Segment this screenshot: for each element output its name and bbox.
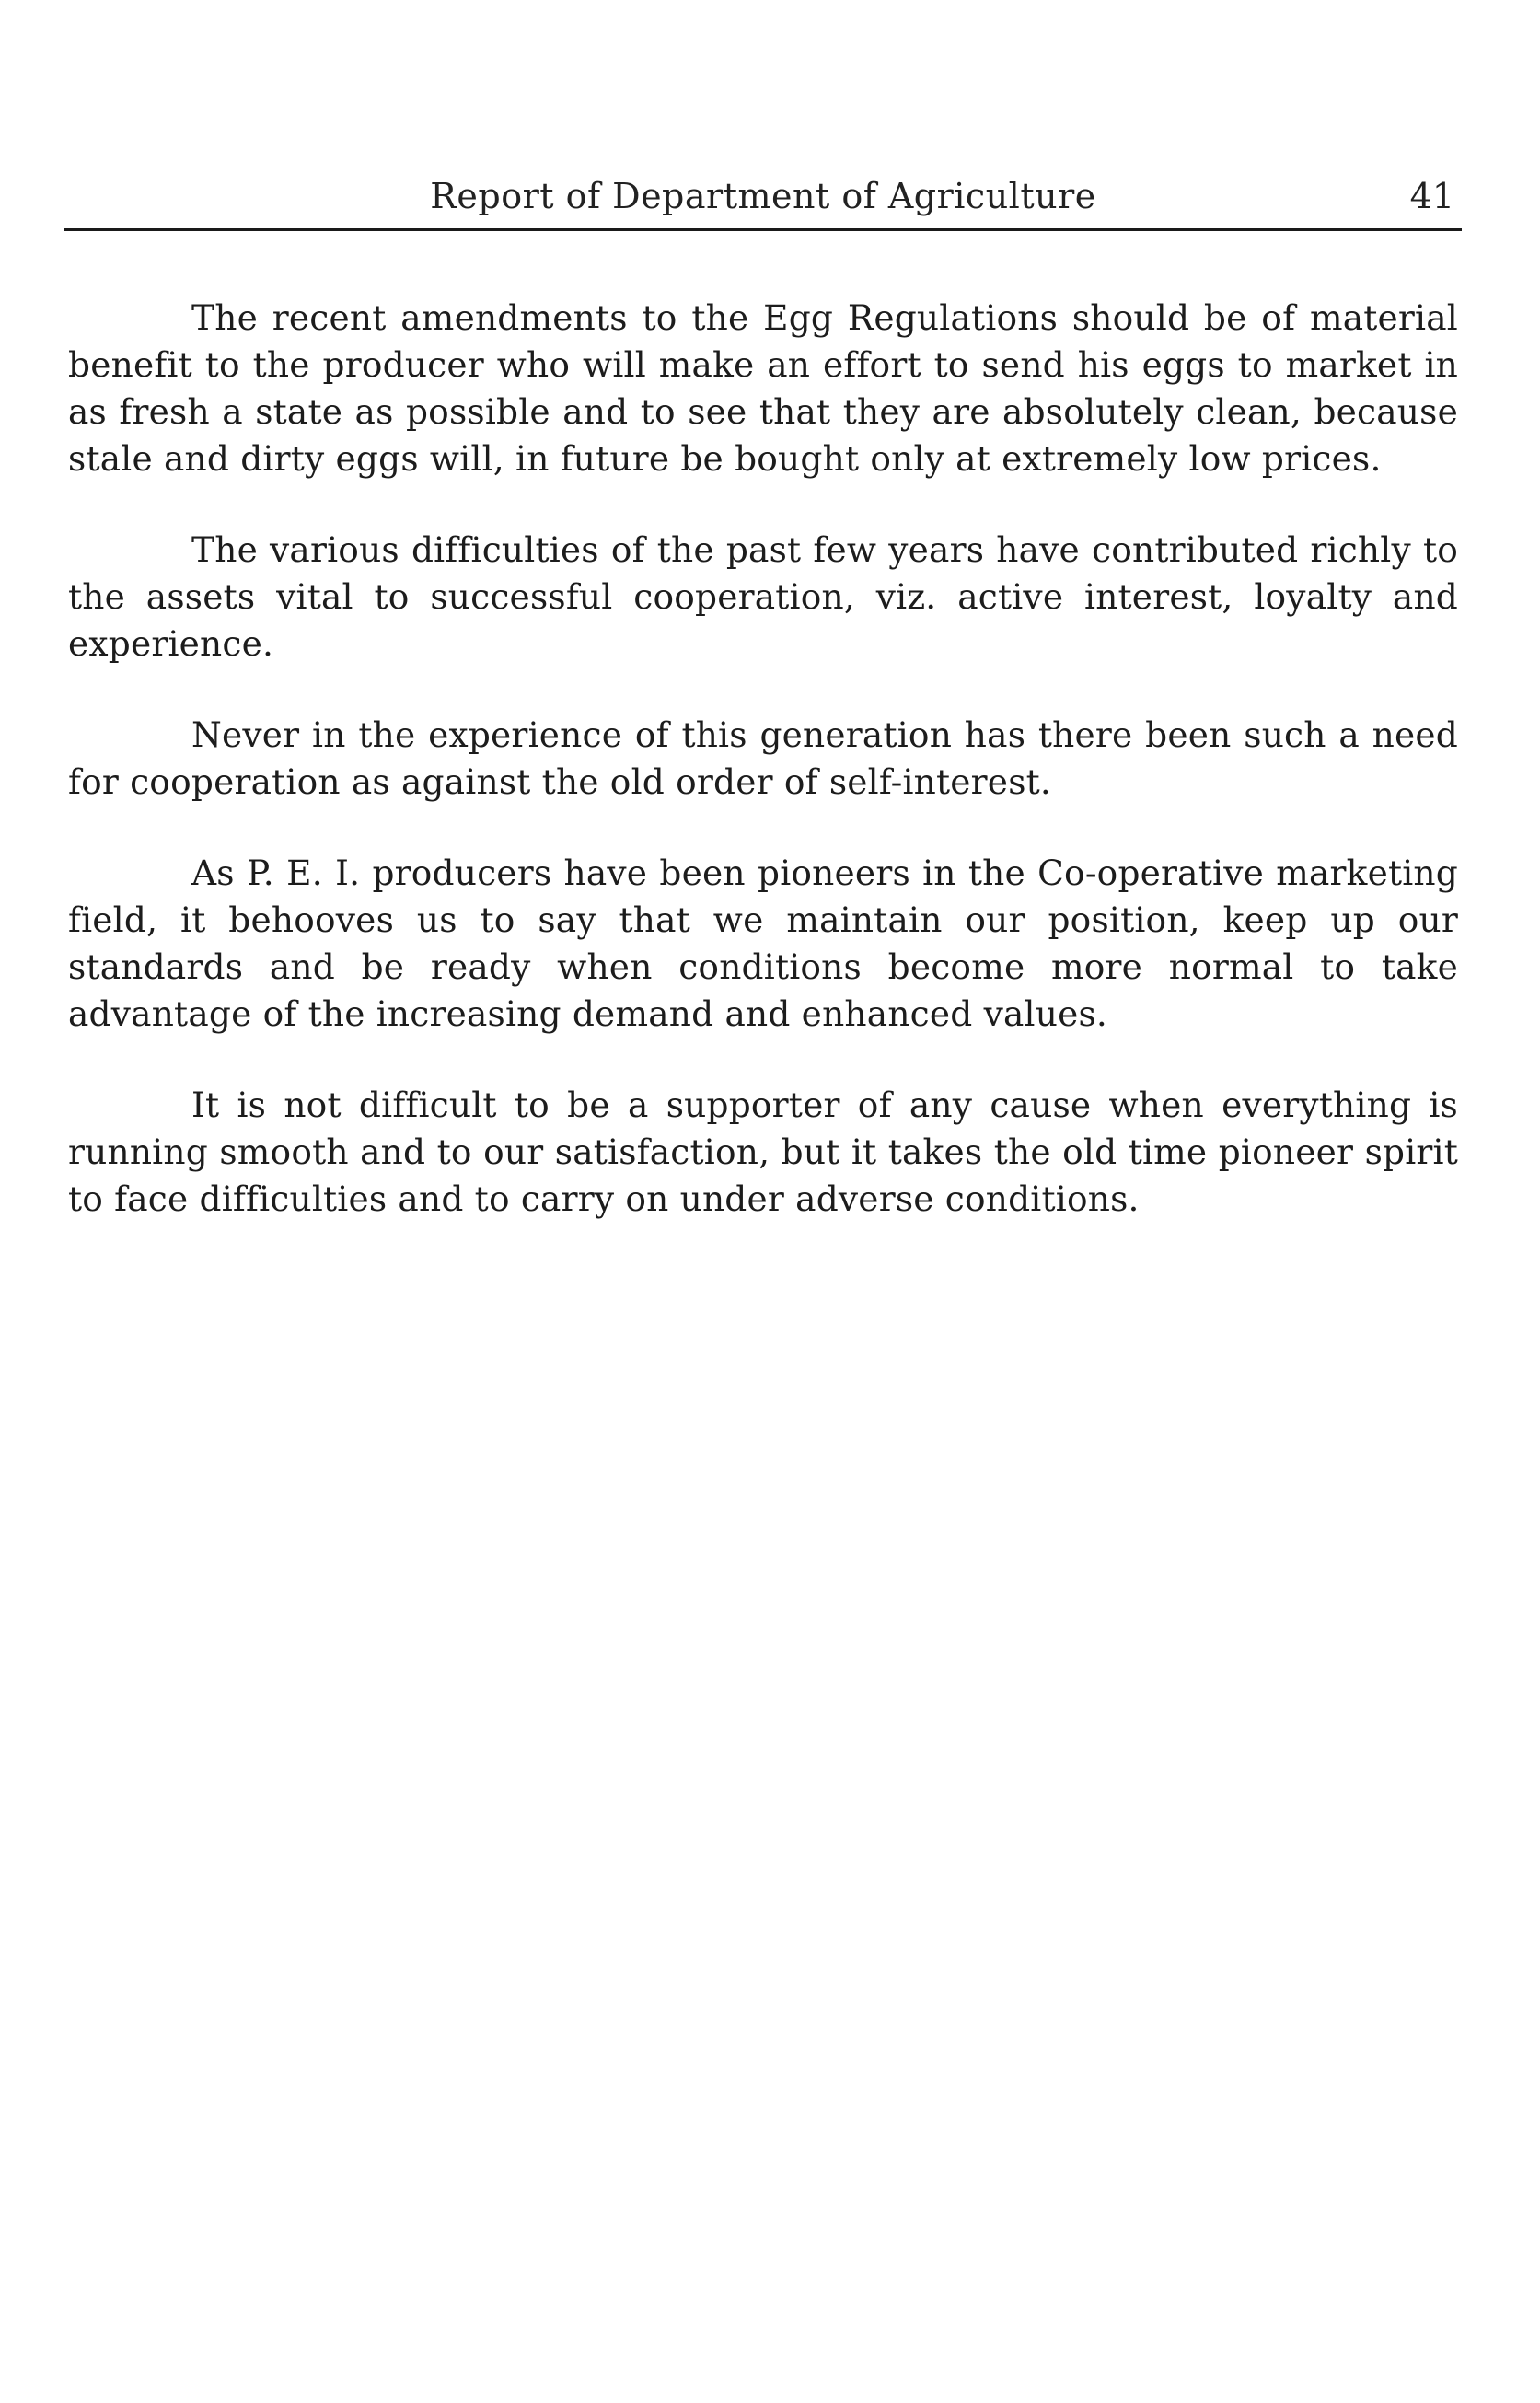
paragraph-difficulties: The various difficulties of the past few years have contributed richly to the assets vital to successful cooperation, viz. active interest, loyalty and experience. xyxy=(68,529,1458,664)
body-text xyxy=(68,295,1458,1267)
page-number: 41 xyxy=(1409,176,1454,216)
header-rule xyxy=(64,228,1462,231)
running-head xyxy=(64,173,1462,228)
paragraph-pei-producers: As P. E. I. producers have been pioneers in the Co-operative marketing field, it behooves us to say that we maintain our position, keep up our standards and be ready when conditions become more normal to take advantage of the increasing demand and enhanced values. xyxy=(68,853,1458,1034)
paragraph-egg-regulations: The recent amendments to the Egg Regulations should be of material benefit to the producer who will make an effort to send his eggs to market in as fresh a state as possible and to see that they are absolutely clean, because stale and dirty eggs will, in future be bought only at extremely low prices. xyxy=(68,297,1458,479)
paragraph-cooperation-need: Never in the experience of this generation has there been such a need for cooperation as against the old order of self-interest. xyxy=(68,714,1458,802)
running-title: Report of Department of Agriculture xyxy=(430,176,1096,216)
paragraph-pioneer-spirit: It is not difficult to be a supporter of any cause when everything is running smooth and to our satisfaction, but it takes the old time pioneer spirit to face difficulties and to carry on under adverse conditions. xyxy=(68,1085,1458,1219)
